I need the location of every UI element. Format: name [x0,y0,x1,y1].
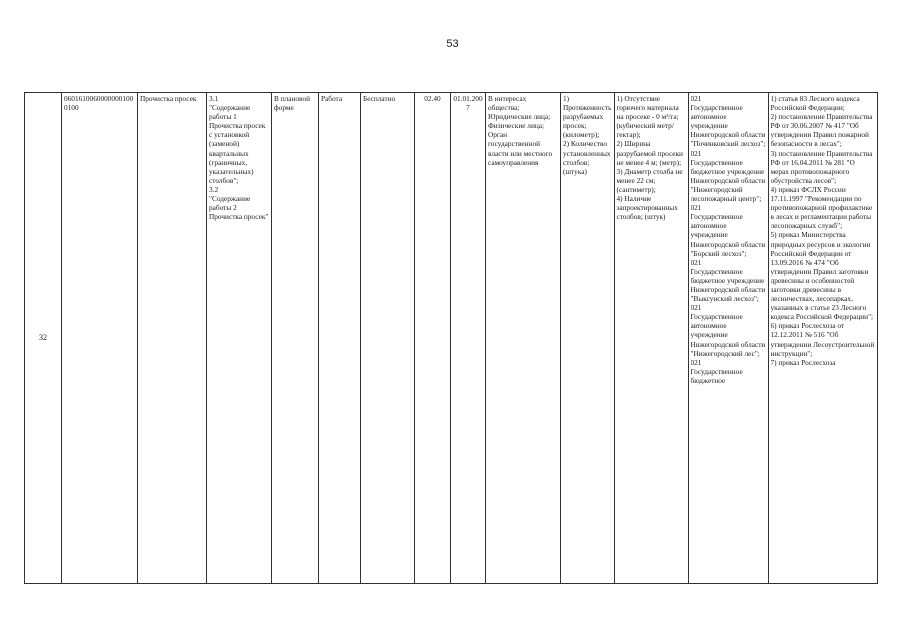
consumer-categories: В интересах общества; Юридические лица; Физические лица; Орган государственной власти или местного самоуправления [488,94,553,167]
legal-acts-cell [768,93,877,584]
row-number: 32 [39,333,47,343]
date-cell [451,93,486,584]
legal-acts-list: 1) статья 83 Лесного кодекса Российской Федерации; 2) постановление Правительства РФ от 30.06.2007 № 417 "Об утверждении Правил пожарной безопасности в лесах"; 3) постановление Правительства РФ от 16.04.2011 № 281 "О мерах противопожарного обустройства лесов"; 4) приказ ФСЛХ России 17.11.1997 "Рекомендации по противопожарной профилактике в лесах и регламентации работы лесопожарных служб"; 5) приказ Министерства природных ресурсов и экологии Российской Федерации от 13.09.2016 № 474 "Об утверждении Правил заготовки древесины и особенностей заготовки древесины в лесничествах, лесопарках, указанных в статье 23 Лесного кодекса Российской Федерации"; 6) приказ Рослесхоза от 12.12.2011 № 516 "Об утверждении Лесоустроительной инструкции"; 7) приказ Рослесхоза [770,94,875,367]
okved-cell [415,93,451,584]
okved-code: 02.40 [424,94,441,103]
quality-cell [614,93,688,584]
quality-indicators: 1) Отсутствие горючего материала на просеке - 0 м³/га; (кубический метр/гектар); 2) Ширина разрубаемой просеки не менее 4 м; (метр); 3) Диаметр столба не менее 22 см; (сантиметр); 4) Наличие запроектированных столбов; (штук) [616,94,683,222]
service-name-cell [138,93,207,584]
registry-code: 06016100600000001000100 [64,94,134,113]
service-name: Прочистка просек [140,94,197,103]
service-type: Работа [321,94,343,103]
volume-indicators: 1) Протяженность разрубаемых просек; (километр); 2) Количество установленных столбов; (штука) [563,94,612,176]
row-number-cell [25,93,62,584]
volume-cell [561,93,615,584]
payment-basis: Бесплатно [363,94,396,103]
registry-code-cell [62,93,138,584]
consumers-cell [486,93,561,584]
type-cell [319,93,361,584]
payment-cell [361,93,415,584]
work-content-cell [207,93,272,584]
form-cell [272,93,319,584]
table-row [25,93,878,584]
institutions-list: 021 Государственное автономное учреждение Нижегородской области "Починковский лесхоз"; 021 Государственное бюджетное учреждение Нижегородской области "Нижегородский лесопожарный центр"; 021 Государственное автономное учреждение Нижегородской области "Борский лесхоз"; 021 Государственное бюджетное учреждение Нижегородской области "Выксунский лесхоз"; 021 Государственное автономное учреждение Нижегородской области "Нижегородский лес"; 021 Государственное бюджетное [690,94,766,385]
work-content: 3.1 "Содержание работы 1 Прочистка просек с установкой (заменой) квартальных (граничных, указательных) столбов"; 3.2 "Содержание работы 2 Прочистка просек" [209,94,269,222]
page-number: 53 [446,38,459,50]
institutions-cell [688,93,768,584]
provision-form: В плановой форме [274,94,310,113]
service-table [24,92,878,584]
inclusion-date: 01.01.2007 [453,94,483,113]
